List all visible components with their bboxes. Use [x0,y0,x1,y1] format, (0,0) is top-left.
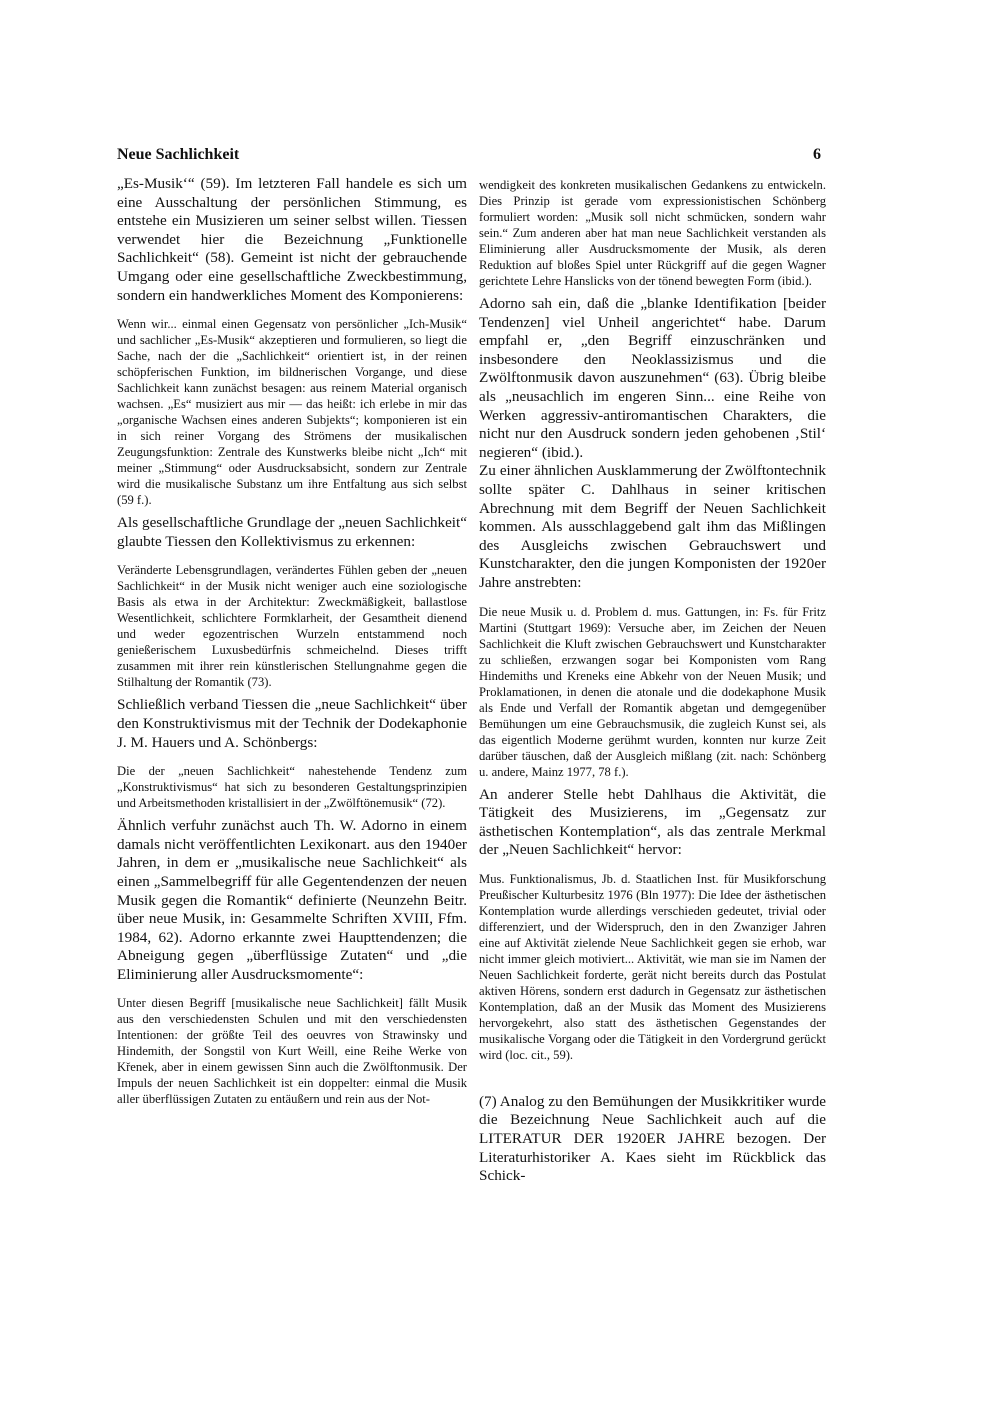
section-7-paragraph: (7) Analog zu den Bemühungen der Musikkritiker wurde die Bezeichnung Neue Sachlichkeit auch auf die LITERATUR DER 1920ER JAHRE bezogen. Der Literaturhistoriker A. Kaes sieht im Rückblick das Schick- [479,1092,826,1185]
left-column [117,175,467,1113]
block-quote: Mus. Funktionalismus, Jb. d. Staatlichen Inst. für Musikforschung Preußischer Kulturbesitz 1976 (Bln 1977): Die Idee der ästhetischen Kontemplation wurde allerdings verschieden gedeutet, trivial oder differenziert, und der Widerspruch, den in den Zwanziger Jahren eine auf Aktivität zielende Neue Sachlichkeit gegen sie erhob, war nicht immer gleich motiviert... Aktivität, wie man sie im Namen der Neuen Sachlichkeit forderte, gerät nicht bereits durch das Postulat aktiven Hörens, sondern erst dadurch in Gegensatz zur ästhetischen Kontemplation, daß an der Musik das Moment des Musizierens hervorgekehrt, also statt des ästhetischen Gegenstandes der musikalische Vorgang oder die Tätigkeit in den Vordergrund gerückt wird (loc. cit., 59). [479,871,826,1062]
body-paragraph: Adorno sah ein, daß die „blanke Identifikation [beider Tendenzen] viel Unheil angerichtet“ habe. Darum empfahl er, „den Begriff einzuschränken und insbesondere den Neoklassizismus und die Zwölftonmusik davon auszunehmen“ (63). Übrig bleibe als „neusachlich im engeren Sinn... eine Reihe von Werken aggressiv-antiromantischen Charakters, die nicht nur den Ausdruck sondern jeden gehobenen ‚Stil‘ negieren“ (ibid.). [479,295,826,461]
body-paragraph: An anderer Stelle hebt Dahlhaus die Aktivität, die Tätigkeit des Musizierens, im „Gegensatz zur ästhetischen Kontemplation“, als das zentrale Merkmal der „Neuen Sachlichkeit“ hervor: [479,785,826,859]
running-title: Neue Sachlichkeit [117,146,240,163]
right-column [479,175,826,1186]
body-paragraph: Schließlich verband Tiessen die „neue Sachlichkeit“ über den Konstruktivismus mit der Technik der Dodekaphonie J. M. Hauers und A. Schönbergs: [117,696,467,751]
body-paragraph: Als gesellschaftliche Grundlage der „neuen Sachlichkeit“ glaubte Tiessen den Kollektivismus zu erkennen: [117,514,467,550]
block-quote: Die neue Musik u. d. Problem d. mus. Gattungen, in: Fs. für Fritz Martini (Stuttgart 1969): Versuche aber, im Zeichen der Neuen Sachlichkeit die Kluft zwischen Gebrauchswert und Kunstcharakter zu schließen, erzwangen sogar bei Komponisten vom Rang Hindemiths und Kreneks eine Abkehr von der Neuen Musik; und Proklamationen, in denen die atonale und die dodekaphone Musik als Ende und Verfall der Romantik abgetan und demgegenüber Bemühungen um eine Gebrauchsmusik, die zugleich Kunst sei, als das eigentlich Moderne gerühmt wurden, konnten nur kurze Zeit darüber täuschen, daß der Ausgleich mißlang (zit. nach: Schönberg u. andere, Mainz 1977, 78 f.). [479,604,826,779]
block-quote: Unter diesen Begriff [musikalische neue Sachlichkeit] fällt Musik aus den verschiedensten Schulen und mit den verschiedensten Intentionen: der größte Teil des oeuvres von Strawinsky und Hindemith, der Songstil von Kurt Weill, eine Reihe Werke von Křenek, aber in einem gewissen Sinn auch die Zwölftonmusik. Der Impuls der neuen Sachlichkeit ist ein doppelter: einmal die Musik aller überflüssigen Zutaten zu entäußern und rein aus der Not- [117,996,467,1107]
page-number: 6 [813,146,821,163]
block-quote: Wenn wir... einmal einen Gegensatz von persönlicher „Ich-Musik“ und sachlicher „Es-Musik“ akzeptieren und formulieren, so liegt die Sache, nach der die „Sachlichkeit“ orientiert ist, in der reinen schöpferischen Funktion, im bildnerischen Vorgange, und diese Sachlichkeit kann zunächst besagen: aus reinem Material organisch wachsen. „Es“ musiziert aus mir — das heißt: ich erlebe in mir das „organische Wachsen eines anderen Subjekts“; komponieren ist ein in sich reiner Vorgang des Strömens der musikalischen Zeugungsfunktion: Zentrale des Kunstwerks bleibe nicht „Ich“ mit meiner „Stimmung“ oder Ausdrucksabsicht, sondern zur Zentrale wird die musikalische Substanz um ihre Entfaltung aus sich selbst (59 f.). [117,317,467,508]
block-quote: Veränderte Lebensgrundlagen, verändertes Fühlen geben der „neuen Sachlichkeit“ in der Musik nicht weniger auch eine soziologische Basis als etwa in der Architektur: Zweckmäßigkeit, ballastlose Wesentlichkeit, schlichtere Formklarheit, der Gesamtheit dienend und weder egozentrischen Wurzeln entstammend noch genießerischem Luxusbedürfnis schmeichelnd. Dieses trifft zusammen mit ihrer rein künstlerischen Stellungnahme gegen die Stilhaltung der Romantik (73). [117,563,467,690]
block-quote: Die der „neuen Sachlichkeit“ nahestehende Tendenz zum „Konstruktivismus“ hat sich zu besonderen Gestaltungsprinzipien und Arbeitsmethoden kristallisiert in der „Zwölftönemusik“ (72). [117,764,467,811]
body-paragraph: „Es-Musik‘“ (59). Im letzteren Fall handele es sich um eine Ausschaltung der persönlichen Stimmung, es entstehe ein Musizieren um seiner selbst willen. Tiessen verwendet hier die Bezeichnung „Funktionelle Sachlichkeit“ (58). Gemeint ist nicht der gebrauchende Umgang oder eine gesellschaftliche Zweckbestimmung, sondern ein handwerkliches Moment des Komponierens: [117,175,467,304]
body-paragraph: Zu einer ähnlichen Ausklammerung der Zwölftontechnik sollte später C. Dahlhaus in seiner kritischen Abrechnung mit dem Begriff der Neuen Sachlichkeit kommen. Als ausschlaggebend galt ihm das Mißlingen des Ausgleichs zwischen Gebrauchswert und Kunstcharakter, den die jungen Komponisten der 1920er Jahre anstrebten: [479,462,826,591]
block-quote: wendigkeit des konkreten musikalischen Gedankens zu entwickeln. Dies Prinzip ist gerade vom expressionistischen Schönberg formuliert worden: „Musik soll nicht schmücken, sondern wahr sein.“ Zum anderen aber hat man neue Sachlichkeit verstanden als Eliminierung aller Ausdrucksmomente der Musik, als deren Reduktion auf bloßes Spiel unter Rückgriff auf die gegen Wagner gerichtete Lehre Hanslicks von der tönend bewegten Form (ibid.). [479,178,826,288]
body-paragraph: Ähnlich verfuhr zunächst auch Th. W. Adorno in einem damals nicht veröffentlichten Lexikonart. aus den 1940er Jahren, in dem er „musikalische neue Sachlichkeit“ als einen „Sammelbegriff für alle Gegentendenzen der neuen Musik gegen die Romantik“ definierte (Neunzehn Beitr. über neue Musik, in: Gesammelte Schriften XVIII, Ffm. 1984, 62). Adorno erkannte zwei Haupttendenzen; die Abneigung gegen „überflüssige Zutaten“ und „die Eliminierung aller Ausdrucksmomente“: [117,817,467,983]
